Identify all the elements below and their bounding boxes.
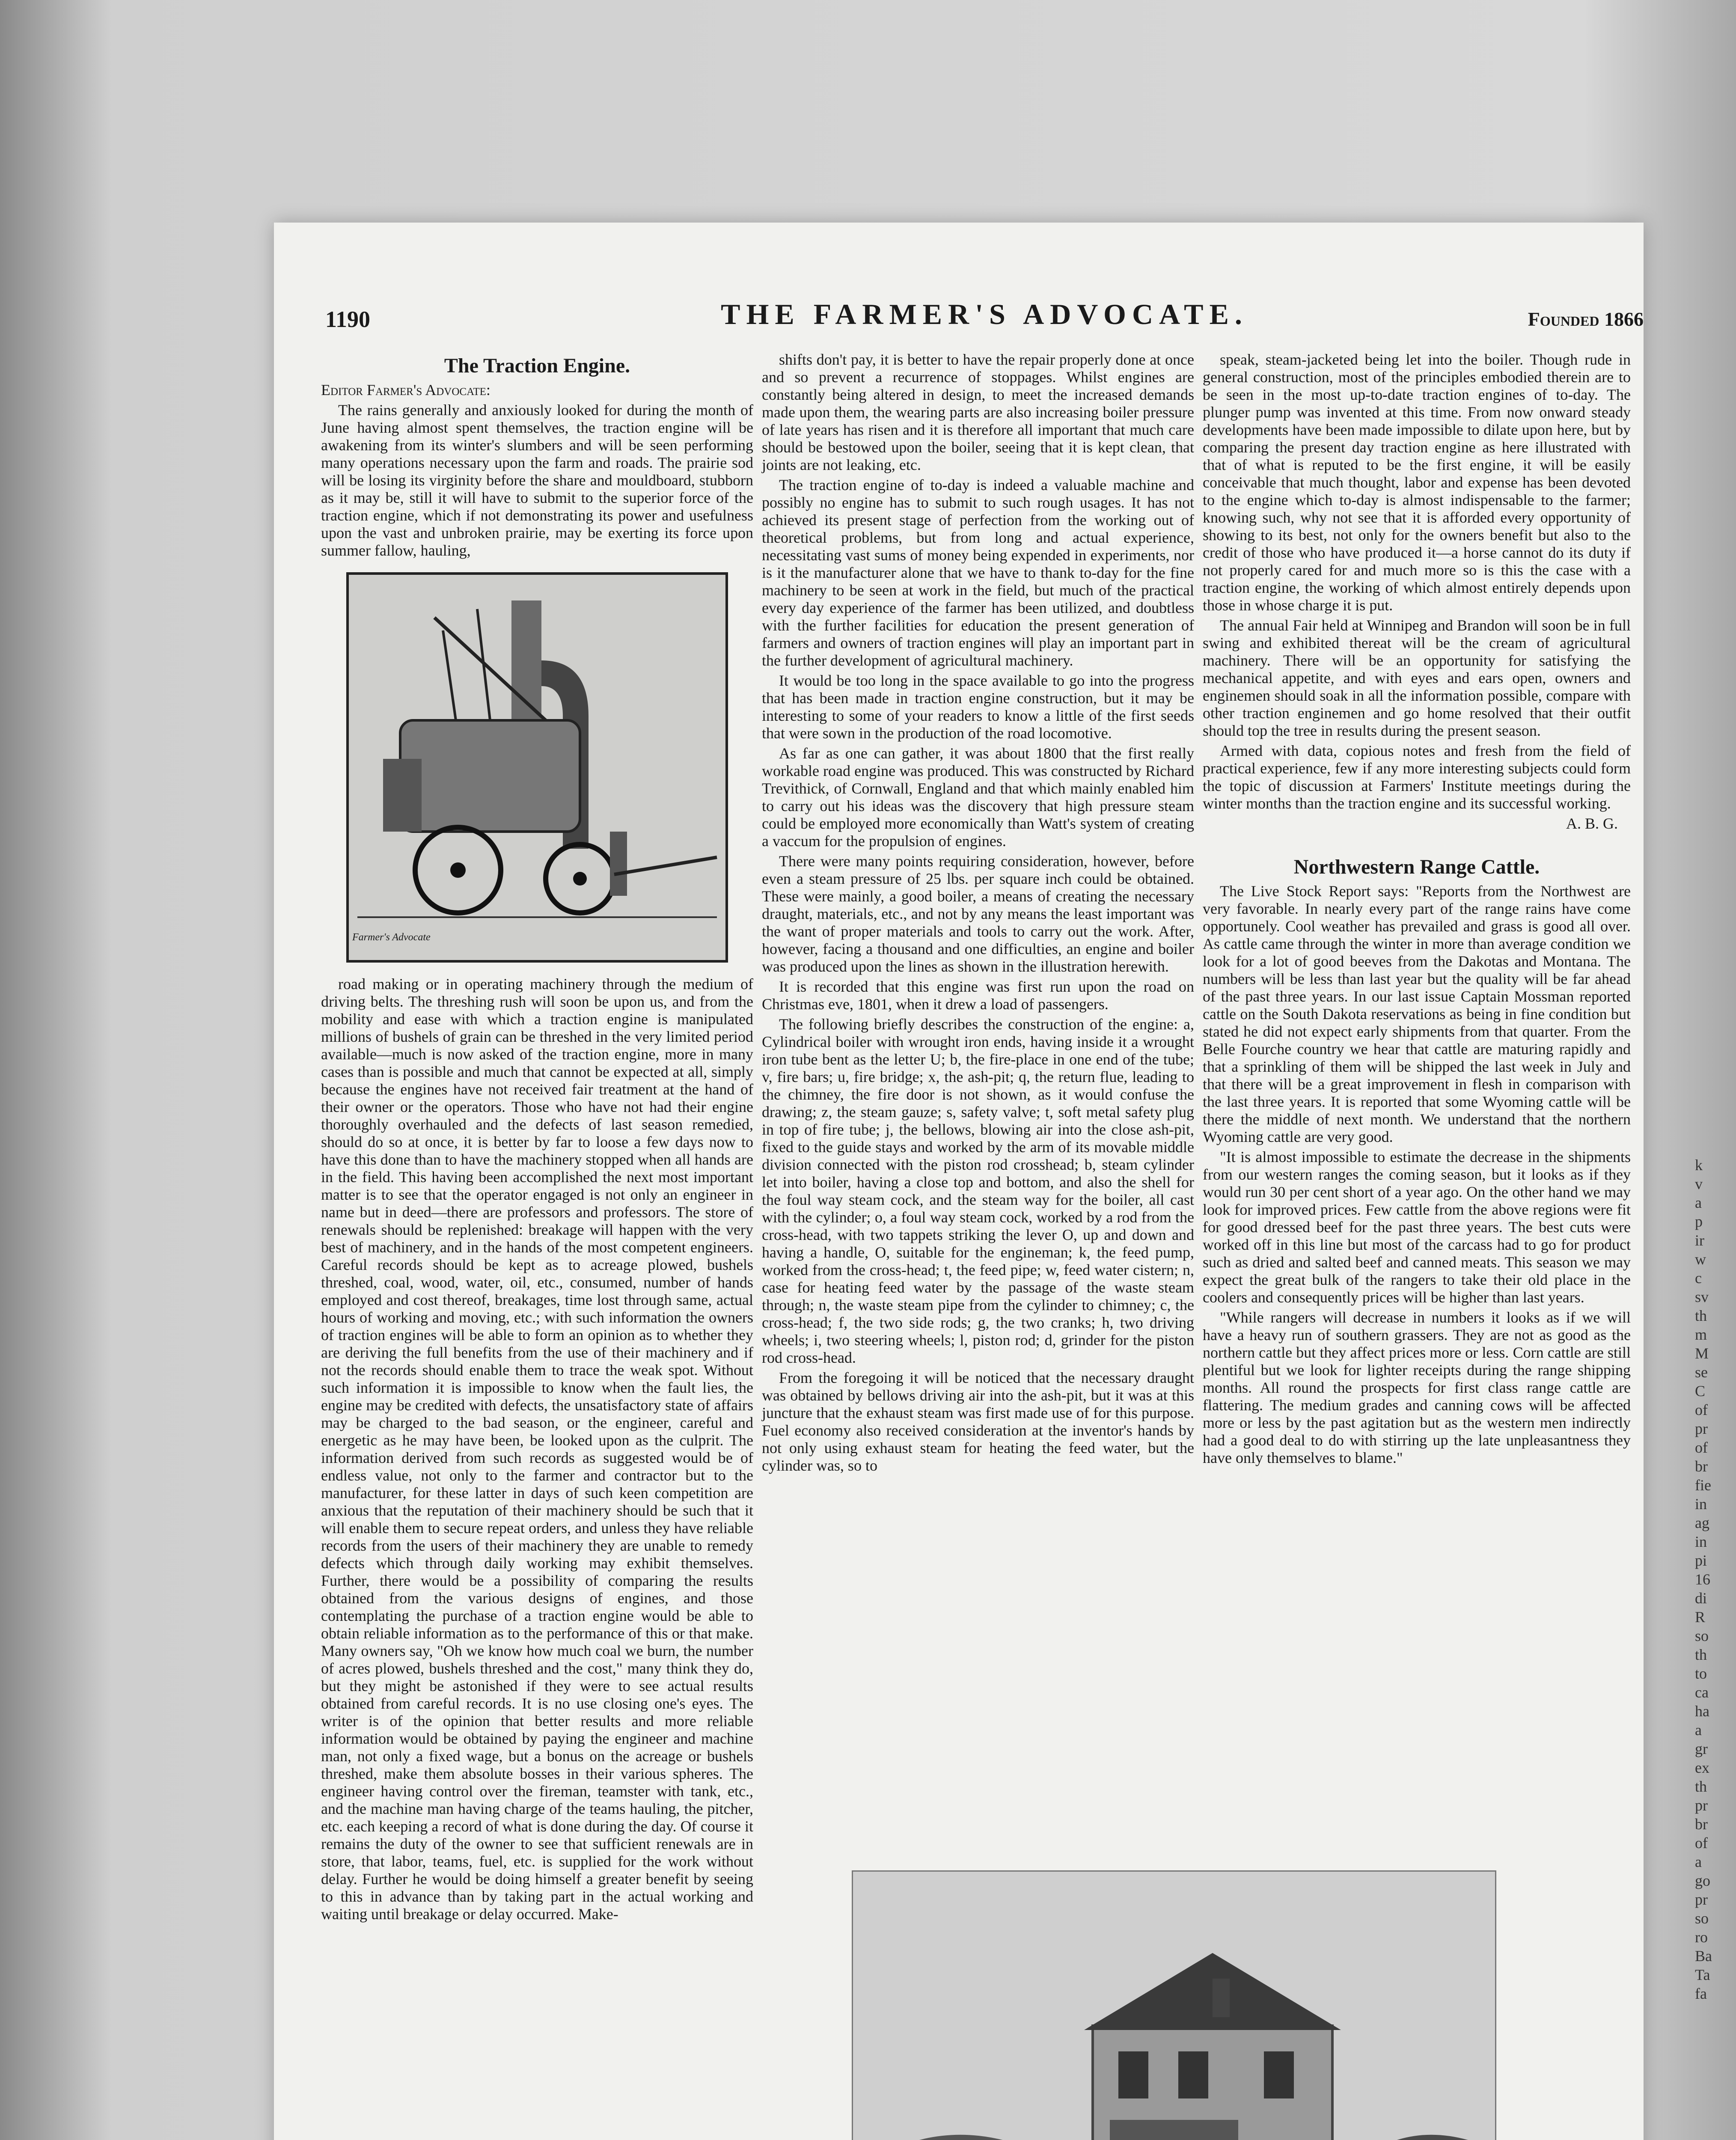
article2-paragraph: "It is almost impossible to estimate the decrease in the shipments from our western ranges the coming season, but it looks as if they would run 30 per cent short of a year ago. On the other hand we may look for improved prices. Few cattle from the above regions were fit for good dressed beef for the past three years. The best cuts were worked off in this line but most of the carcass had to go for product such as dried and salted beef and canned meats. This season we may expect the great bulk of the rangers to take their old place in the coolers and consequently prices will be higher than last years. — [1203, 1148, 1631, 1306]
column-1 — [321, 351, 753, 1926]
fragment-text: Ba — [1695, 1947, 1712, 1965]
article1-paragraph: Armed with data, copious notes and fresh from the field of practical experience, few if any more interesting subjects could form the topic of discussion at Farmers' Institute meetings during the winter months than the traction engine and its successful working. — [1203, 742, 1631, 812]
fragment-text: C — [1695, 1382, 1706, 1400]
fragment-text: di — [1695, 1590, 1707, 1607]
fragment-text: ir — [1695, 1232, 1704, 1249]
article1-paragraph: shifts don't pay, it is better to have the repair properly done at once and so prevent a recurrence of stoppages. Whilst engines are constantly being altered in design, to meet the increased demands made upon them, the wearing parts are also increasing boiler pressure of late years has risen and it is therefore all important that much care should be bestowed upon the boiler, seeing that it is kept clean, that joints are not leaking, etc. — [762, 351, 1194, 473]
article1-paragraph: The following briefly describes the construction of the engine: a, Cylindrical boiler with wrought iron ends, having inside it a wrought iron tube bent as the letter U; b, the fire-place in one end of the tube; v, fire bars; u, fire bridge; x, the ash-pit; q, the return flue, leading to the chimney, the fire door is not shown, as it would confuse the drawing; z, the steam gauze; s, safety valve; t, soft metal safety plug in top of fire tube; j, the bellows, blowing air into the close ash-pit, fixed to the guide stays and worked by the arm of its movable middle division connected with the piston rod crosshead; b, steam cylinder let into boiler, having a close top and bottom, and also the shell for the foul way steam cock, and the steam way for the boiler, all cast with the cylinder; o, a foul way steam cock, worked by a rod from the cross-head, with two tappets striking the lever O, up and down and having a handle, O, suitable for the engineman; k, the feed pump, worked from the cross-head; t, the feed pipe; w, feed water cistern; n, case for heating feed water by the passage of the waste steam through; n, the waste steam pipe from the cylinder to chimney; c, the cross-head; f, the two side rods; g, the two cranks; h, two driving wheels; i, two steering wheels; l, piston rod; d, grinder for the piston rod cross-head. — [762, 1016, 1194, 1366]
fragment-text: th — [1695, 1778, 1707, 1795]
article1-paragraph: As far as one can gather, it was about 1800 that the first really workable road engine was produced. This was constructed by Richard Trevithick, of Cornwall, England and that which mainly enabled him to carry out his ideas was the discovery that high pressure steam could be employed more economically than Watt's system of creating a vaccum for the propulsion of engines. — [762, 745, 1194, 850]
newspaper-page — [274, 223, 1644, 2140]
fragment-text: a — [1695, 1194, 1702, 1211]
fragment-text: ha — [1695, 1703, 1709, 1720]
founded-label: Founded 1866 — [1528, 308, 1644, 330]
article2-paragraph: "While rangers will decrease in numbers it looks as if we will have a heavy run of southern grassers. They are not as good as the northern cattle but they affect prices more or less. Corn cattle are still plentiful but we look for lighter receipts during the range shipping months. All round the prospects for first class range cattle are flattering. The medium grades and canning cows will be affected more or less by the past agitation but as the western men indirectly had a good deal to do with stirring up the late unpleasantness they have only themselves to blame." — [1203, 1309, 1631, 1466]
fragment-text: gr — [1695, 1740, 1708, 1757]
fragment-text: pi — [1695, 1552, 1707, 1569]
fragment-text: pr — [1695, 1420, 1708, 1437]
fragment-text: of — [1695, 1439, 1708, 1456]
fragment-text: p — [1695, 1213, 1703, 1230]
article1-paragraph: speak, steam-jacketed being let into the boiler. Though rude in general construction, most of the principles embodied therein are to be seen in the most up-to-date traction engines of to-day. The plunger pump was invented at this time. From now onward steady developments have been made impossible to dilate upon here, but by comparing the present day traction engine as here illustrated with that of what is reputed to be the first engine, it will be easily conceivable that much thought, labor and expense has been devoted to the engine which to-day is almost indispensable to the farmer; knowing such, why not see that it is afforded every opportunity of showing to its best, not only for the owners benefit but also to the credit of those who have produced it—a horse cannot do its duty if not properly cared for and much more so is this the case with a traction engine, the working of which almost entirely depends upon those in whose charge it is put. — [1203, 351, 1631, 614]
article1-paragraph: It would be too long in the space available to go into the progress that has been made in traction engine construction, but it may be interesting to some of your readers to know a little of the first seeds that were sown in the production of the road locomotive. — [762, 672, 1194, 742]
article1-paragraph: The traction engine of to-day is indeed a valuable machine and possibly no engine has to submit to such rough usages. It has not achieved its present stage of perfection from the working out of theoretical problems, but from long and actual experience, necessitating vast sums of money being expended in experiments, nor is it the manufacturer alone that we have to thank to-day for the fine machinery to be seen at work in the field, but much of the practical every day experience of the farmer has been utilized, and doubtless with the further facilities for education the present generation of farmers and owners of traction engines will play an important part in the further development of agricultural machinery. — [762, 476, 1194, 669]
figure-caption: Farmer's Advocate — [352, 932, 431, 943]
fragment-text: go — [1695, 1872, 1710, 1889]
farm-home-photo-block — [852, 1870, 1494, 2140]
page-number: 1190 — [325, 306, 371, 332]
fragment-text: br — [1695, 1816, 1708, 1833]
fragment-text: pr — [1695, 1891, 1708, 1908]
fragment-text: so — [1695, 1627, 1709, 1644]
article-title-range-cattle: Northwestern Range Cattle. — [1293, 856, 1540, 878]
fragment-text: v — [1695, 1175, 1703, 1192]
fragment-text: in — [1695, 1533, 1707, 1550]
article1-paragraph: It is recorded that this engine was first run upon the road on Christmas eve, 1801, when it drew a load of passengers. — [762, 978, 1194, 1013]
fragment-text: th — [1695, 1646, 1707, 1663]
farm-home-photo — [852, 1870, 1496, 2140]
fragment-text: R — [1695, 1608, 1706, 1626]
fragment-text: of — [1695, 1834, 1708, 1852]
column-2 — [762, 351, 1194, 1477]
fragment-text: se — [1695, 1364, 1708, 1381]
article1-paragraph: From the foregoing it will be noticed that the necessary draught was obtained by bellows driving air into the ash-pit, but it was at this juncture that the exhaust steam was first made use of for this purpose. Fuel economy also received consideration at the inventor's hands by not only using exhaust steam for heating the feed water, but the cylinder was, so to — [762, 1369, 1194, 1474]
fragment-text: br — [1695, 1458, 1708, 1475]
article1-signature: A. B. G. — [1566, 815, 1618, 832]
page-header — [325, 297, 1644, 336]
house-photo-drawing — [853, 1872, 1495, 2140]
article2-paragraph: The Live Stock Report says: "Reports from the Northwest are very favorable. In nearly every part of the range rains have come opportunely. Cool weather has prevailed and grass is good all over. As cattle came through the winter in more than average condition we look for a lot of good beeves from the Dakotas and Montana. The numbers will be less than last year but the quality will be far ahead of the past three years. In our last issue Captain Mossman reported cattle on the South Dakota reservations as being in fine condition but stated he did not expect early shipments from that quarter. From the Belle Fourche country we hear that cattle are maturing rapidly and that a sprinkling of them will be shipped the last week in July and that there will be a great improvement in flesh in comparison with the last three years. It is reported that some Wyoming cattle will be there the middle of next month. We understand that the northern Wyoming cattle are very good. — [1203, 883, 1631, 1145]
fragment-text: fie — [1695, 1477, 1711, 1494]
fragment-text: c — [1695, 1269, 1702, 1287]
adjacent-page-fragments — [1695, 1156, 1733, 2003]
article-title-traction-engine: The Traction Engine. — [444, 354, 630, 377]
article1-paragraph: The annual Fair held at Winnipeg and Brandon will soon be in full swing and exhibited thereat will be the cream of agricultural machinery. There will be an opportunity for satisfying the mechanical appetite, and with eyes and ears open, owners and enginemen should soak in all the information possible, compare with other traction enginemen and go home resolved that their outfit should top the tree in results during the present season. — [1203, 617, 1631, 739]
fragment-text: 16 — [1695, 1571, 1710, 1588]
fragment-text: sv — [1695, 1288, 1709, 1305]
fragment-text: th — [1695, 1307, 1707, 1324]
article1-paragraph: There were many points requiring consideration, however, before even a steam pressure of 25 lbs. per square inch could be obtained. These were mainly, a good boiler, a means of creating the necessary draught, materials, etc., and not by any means the least important was the want of proper materials and tools to carry out the work. After, however, facing a thousand and one difficulties, an engine and boiler was produced upon the lines as shown in the illustration herewith. — [762, 853, 1194, 975]
fragment-text: w — [1695, 1251, 1706, 1268]
fragment-text: of — [1695, 1401, 1708, 1418]
fragment-text: fa — [1695, 1985, 1707, 2002]
fragment-text: ag — [1695, 1514, 1709, 1531]
fragment-text: in — [1695, 1495, 1707, 1513]
fragment-text: to — [1695, 1665, 1707, 1682]
fragment-text: m — [1695, 1326, 1707, 1343]
article1-paragraph: The rains generally and anxiously looked for during the month of June having almost spent themselves, the traction engine will be awakening from its winter's slumbers and will be seen performing many operations necessary upon the farm and roads. The prairie sod will be losing its virginity before the share and mouldboard, stubborn as it may be, still it will have to submit to the superior force of the traction engine, which if not demonstrating its power and usefulness upon the vast and unbroken prairie, may be exerting its force upon summer fallow, hauling, — [321, 401, 753, 559]
fragment-text: pr — [1695, 1797, 1708, 1814]
fragment-text: so — [1695, 1910, 1709, 1927]
fragment-text: M — [1695, 1345, 1709, 1362]
article1-paragraph: road making or in operating machinery through the medium of driving belts. The threshing rush will soon be upon us, and from the mobility and ease with which a traction engine is manipulated millions of bushels of grain can be threshed in the very limited period available—much is now asked of the traction engine, more in many cases than is possible and much that cannot be expected at all, simply because the engines have not received fair treatment at the hand of their owner or the operators. Those who have not had their engine thoroughly overhauled and the defects of last season remedied, should do so at once, it is better by far to loose a few days now to have this done than to have the machinery stopped when all hands are in the field. This having been accomplished the next most important matter is to see that the operator engaged is not only an engineer in name but in deed—there are professors and professors. The store of renewals should be replenished: breakage will happen with the very best of machinery, and in the hands of the most competent engineers. Careful records should be kept as to acreage plowed, bushels threshed, coal, wood, water, oil, etc., consumed, number of hands employed and cost thereof, breakages, time lost through same, actual hours of working and moving, etc.; with such information the owners of traction engines will be able to form an opinion as to whether they are deriving the full benefits from the use of their machinery and if not the records should enable them to trace the weak spot. Without such information it is impossible to know when the fault lies, the engine may be credited with defects, the unsatisfactory state of affairs may be charged to the bad season, or the engineer, careful and energetic as he may have been, be looked upon as the culprit. The information derived from such records as suggested would be of endless value, not only to the farmer and contractor but to the manufacturer, for these latter in days of such keen competition are anxious that the reputation of their machinery should be such that it will enable them to secure repeat orders, and unless they have reliable records from the users of their machinery they are unable to remedy defects which through daily working may exhibit themselves. Further, there would be a possibility of comparing the results obtained from the various designs of engines, and those contemplating the purchase of a traction engine would be able to obtain reliable information as to the performance of this or that make. Many owners say, "Oh we know how much coal we burn, the number of acres plowed, bushels threshed and the cost," many think they do, but they might be astonished if they were to see actual results obtained from careful records. It is no use closing one's eyes. The writer is of the opinion that better results and more reliable information would be obtained by paying the engineer and machine man, not only a fixed wage, but a bonus on the acreage or bushels threshed, make them absolute bosses in their various spheres. The engineer having control over the fireman, teamster with tank, etc., and the machine man having charge of the teams hauling, the pitcher, etc. each keeping a record of what is done during the day. Of course it remains the duty of the owner to see that sufficient renewals are in store, that labor, teams, fuel, etc. is supplied for the work without delay. Further he would be doing himself a greater benefit by seeing to this in advance than by taking part in the actual working and waiting until breakage or delay occurred. Make- — [321, 975, 753, 1923]
journal-title: THE FARMER'S ADVOCATE. — [721, 298, 1248, 330]
trevithick-engine-illustration — [346, 572, 728, 963]
fragment-text: Ta — [1695, 1966, 1710, 1983]
fragment-text: k — [1695, 1156, 1703, 1174]
engine-drawing — [349, 575, 725, 960]
fragment-text: ca — [1695, 1684, 1709, 1701]
fragment-text: ex — [1695, 1759, 1709, 1776]
fragment-text: a — [1695, 1853, 1702, 1870]
fragment-text: a — [1695, 1721, 1702, 1739]
fragment-text: ro — [1695, 1929, 1708, 1946]
column-3 — [1203, 351, 1631, 1469]
salutation: Editor Farmer's Advocate: — [321, 381, 490, 398]
